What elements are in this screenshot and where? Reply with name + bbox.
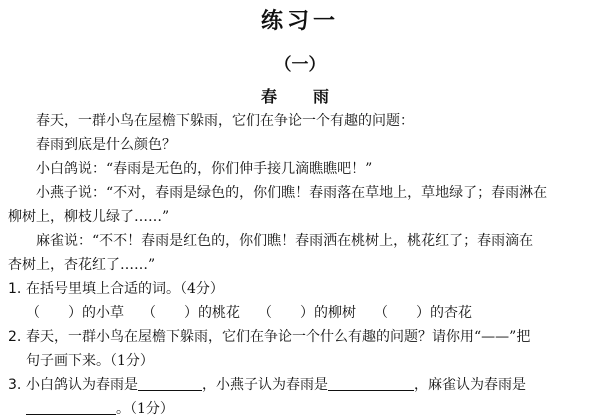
question-number: 3. xyxy=(8,377,22,393)
question-number: 2. xyxy=(8,329,22,345)
passage-line: 柳树上，柳枝儿绿了……” xyxy=(8,209,170,225)
answer-blank[interactable] xyxy=(138,376,202,391)
question-text: 小白鸽认为春雨是 xyxy=(26,377,138,393)
passage-line: 春雨到底是什么颜色？ xyxy=(36,137,176,153)
passage-line: 杏树上，杏花红了……” xyxy=(8,257,156,273)
question-2-continued: 句子画下来。（1分） xyxy=(26,353,154,369)
question-number: 1. xyxy=(8,281,22,297)
question-3 xyxy=(8,374,526,394)
passage-title: 春 雨 xyxy=(260,87,339,106)
page-title: 练习一 xyxy=(260,8,339,34)
question-text: 春天，一群小鸟在屋檐下躲雨，它们在争论一个什么有趣的问题？请你用“——”把 xyxy=(26,329,531,345)
fill-blank-item[interactable]: （ ）的小草 xyxy=(26,305,124,321)
answer-blank[interactable] xyxy=(328,376,414,391)
question-text: 。（1分） xyxy=(116,401,174,417)
question-2 xyxy=(8,326,530,346)
passage-line: 小白鸽说：“春雨是无色的，你们伸手接几滴瞧瞧吧！” xyxy=(36,161,373,177)
question-1-fill-items xyxy=(26,302,490,322)
fill-blank-item[interactable]: （ ）的杏花 xyxy=(374,305,472,321)
passage-line: 春天，一群小鸟在屋檐下躲雨，它们在争论一个有趣的问题： xyxy=(36,113,414,129)
question-text: ，小燕子认为春雨是 xyxy=(202,377,328,393)
section-number: （一） xyxy=(274,55,326,75)
question-1 xyxy=(8,278,224,298)
passage-line: 小燕子说：“不对，春雨是绿色的，你们瞧！春雨落在草地上，草地绿了；春雨淋在 xyxy=(36,185,548,201)
question-text: ，麻雀认为春雨是 xyxy=(414,377,526,393)
fill-blank-item[interactable]: （ ）的桃花 xyxy=(142,305,240,321)
fill-blank-item[interactable]: （ ）的柳树 xyxy=(258,305,356,321)
question-text: 在括号里填上合适的词。（4分） xyxy=(26,281,224,297)
question-3-continued xyxy=(26,398,174,418)
passage-line: 麻雀说：“不不！春雨是红色的，你们瞧！春雨洒在桃树上，桃花红了；春雨滴在 xyxy=(36,233,534,249)
answer-blank[interactable] xyxy=(26,400,116,415)
